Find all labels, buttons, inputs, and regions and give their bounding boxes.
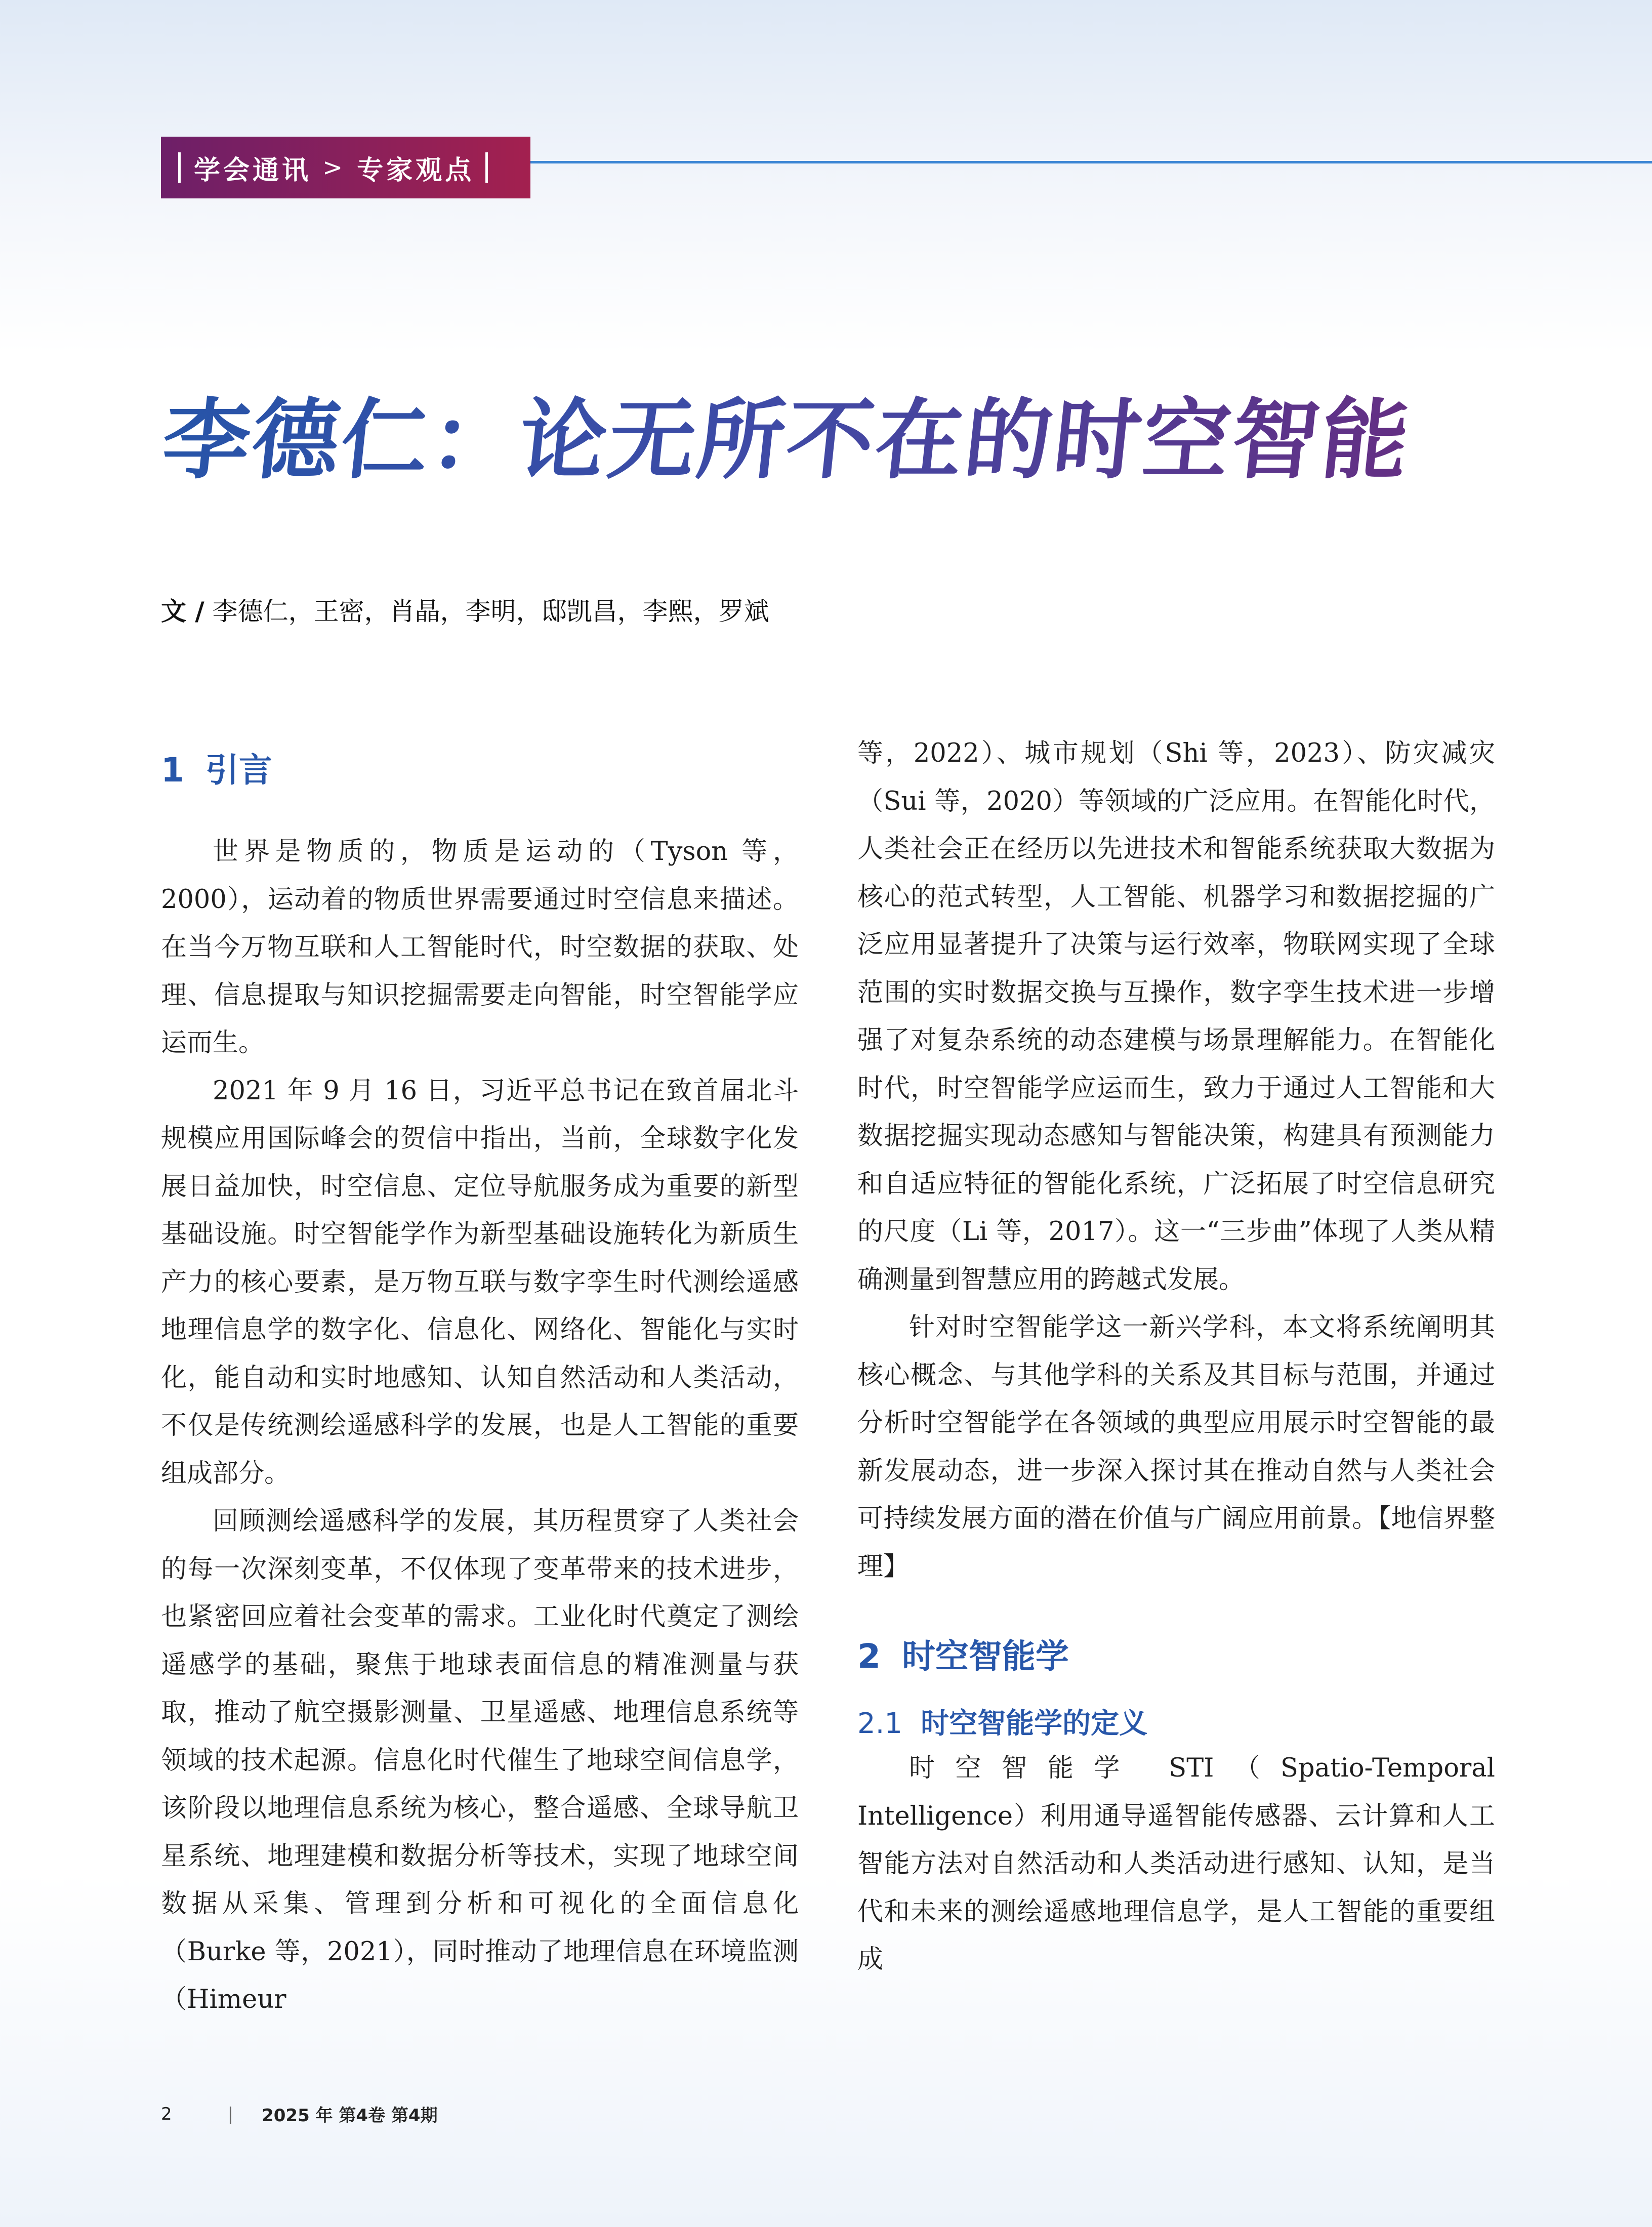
right-column [857, 740, 1495, 1984]
issue-label: 2025 年 第4卷 第4期 [262, 2106, 438, 2126]
footer-divider: | [227, 2104, 234, 2124]
paragraph: 针对时空智能学这一新兴学科，本文将系统阐明其核心概念、与其他学科的关系及其目标与范围，并通过分析时空智能学在各领域的典型应用展示时空智能的最新发展动态，进一步深入探讨其在推动自然与人类社会可持续发展方面的潜在价值与广阔应用前景。【地信界整理】 [857, 1312, 1495, 1582]
section-tag [161, 137, 530, 198]
paragraph: 回顾测绘遥感科学的发展，其历程贯穿了人类社会的每一次深刻变革，不仅体现了变革带来的技术进步，也紧密回应着社会变革的需求。工业化时代奠定了测绘遥感学的基础，聚焦于地球表面信息的精准测量与获取，推动了航空摄影测量、卫星遥感、地理信息系统等领域的技术起源。信息化时代催生了地球空间信息学，该阶段以地理信息系统为核心，整合遥感、全球导航卫星系统、地理建模和数据分析等技术，实现了地球空间数据从采集、管理到分析和可视化的全面信息化（Burke 等，2021），同时推动了地理信息在环境监测（Himeur [161, 1506, 799, 2014]
article-title: 李德仁：论无所不在的时空智能 [158, 390, 1535, 491]
tag-bar-right [485, 152, 488, 183]
section-2-1-title: 时空智能学的定义 [921, 1707, 1148, 1740]
left-column [161, 740, 799, 2024]
page-number: 2 [161, 2104, 172, 2124]
paragraph: 世界是物质的，物质是运动的（Tyson 等，2000），运动着的物质世界需要通过时空信息来描述。在当今万物互联和人工智能时代，时空数据的获取、处理、信息提取与知识挖掘需要走向智能，时空智能学应运而生。 [161, 837, 799, 1058]
section-label: 学会通讯 [194, 155, 312, 186]
paragraph: 2021 年 9 月 16 日，习近平总书记在致首届北斗规模应用国际峰会的贺信中指出，当前，全球数字化发展日益加快，时空信息、定位导航服务成为重要的新型基础设施。时空智能学作为新型基础设施转化为新质生产力的核心要素，是万物互联与数字孪生时代测绘遥感地理信息学的数字化、信息化、网络化、智能化与实时化，能自动和实时地感知、认知自然活动和人类活动，不仅是传统测绘遥感科学的发展，也是人工智能的重要组成部分。 [161, 1076, 799, 1489]
section-1-number: 1 [161, 751, 184, 790]
section-1-heading [161, 740, 799, 801]
page-footer [161, 2101, 438, 2126]
section-2-1-number: 2.1 [857, 1707, 903, 1740]
byline-authors: 李德仁，王密，肖晶，李明，邸凯昌，李熙，罗斌 [204, 597, 769, 626]
breadcrumb-separator: > [322, 153, 346, 182]
byline [161, 591, 769, 632]
byline-lead: 文 / [161, 597, 204, 626]
subsection-label: 专家观点 [357, 155, 475, 186]
section-2-1-heading [857, 1696, 1495, 1752]
header-rule [530, 161, 1652, 163]
paragraph: 时空智能学 STI（Spatio-Temporal Intelligence）利用通导遥智能传感器、云计算和人工智能方法对自然活动和人类活动进行感知、认知，是当代和未来的测绘遥感地理信息学，是人工智能的重要组成 [857, 1753, 1495, 1974]
section-2-heading [857, 1626, 1495, 1687]
section-2-title: 时空智能学 [901, 1637, 1069, 1676]
section-2-number: 2 [857, 1637, 881, 1676]
section-1-title: 引言 [205, 751, 272, 790]
tag-bar-left [178, 152, 181, 183]
paragraph-continuation: 等，2022）、城市规划（Shi 等，2023）、防灾减灾（Sui 等，2020）等领域的广泛应用。在智能化时代，人类社会正在经历以先进技术和智能系统获取大数据为核心的范式转型，人工智能、机器学习和数据挖掘的广泛应用显著提升了决策与运行效率，物联网实现了全球范围的实时数据交换与互操作，数字孪生技术进一步增强了对复杂系统的动态建模与场景理解能力。在智能化时代，时空智能学应运而生，致力于通过人工智能和大数据挖掘实现动态感知与智能决策，构建具有预测能力和自适应特征的智能化系统，广泛拓展了时空信息研究的尺度（Li 等，2017）。这一“三步曲”体现了人类从精确测量到智慧应用的跨越式发展。 [857, 738, 1495, 1295]
